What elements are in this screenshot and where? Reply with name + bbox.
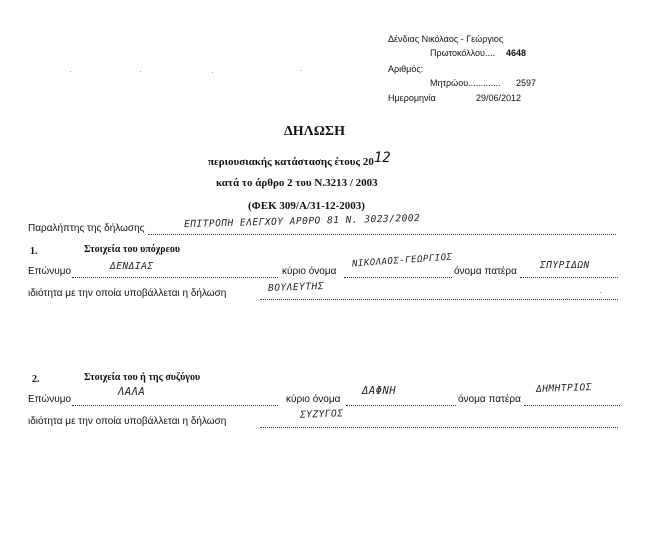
section-1-heading: Στοιχεία του υπόχρεου (84, 244, 181, 255)
section-2-father-label: όνομα πατέρα (458, 394, 521, 405)
header-protocol-number: 4648 (506, 48, 527, 58)
section-1-number: 1. (30, 246, 38, 257)
section-1-capacity-dotted-line (260, 299, 618, 300)
scan-noise (140, 71, 141, 72)
section-2-capacity-label: ιδιότητα με την οποία υποβάλλεται η δήλωση (28, 416, 227, 427)
header-protocol-label: Πρωτοκόλλου.... (430, 48, 495, 58)
section-2-firstname-label: κύριο όνομα (286, 394, 341, 405)
recipient-dotted-line (148, 234, 616, 235)
section-1-capacity-value: ΒΟΥΛΕΥΤΗΣ (267, 281, 325, 294)
section-1-capacity-label: ιδιότητα με την οποία υποβάλλεται η δήλωση (28, 288, 227, 299)
section-2-firstname-value: ΔΑΦΝΗ (362, 385, 397, 397)
title-line-1 (208, 150, 391, 169)
header-registry-number: 2597 (516, 78, 537, 88)
scan-noise (212, 72, 213, 73)
section-1-firstname-dotted-line (344, 277, 452, 278)
header-registry-label: Μητρώου............. (430, 78, 501, 88)
section-2-father-value: ΔΗΜΗΤΡΙΟΣ (535, 382, 593, 395)
section-1-surname-dotted-line (72, 277, 278, 278)
section-1-surname-value: ΔΕΝΔΙΑΣ (110, 261, 154, 272)
scan-noise (70, 71, 71, 72)
title-line-1-text: περιουσιακής κατάστασης έτους 20 (208, 156, 374, 168)
section-1-firstname-value: ΝΙΚΟΛΑΟΣ-ΓΕΩΡΓΙΟΣ (351, 252, 453, 270)
section-2-capacity-value: ΣΥΖΥΓΟΣ (299, 408, 344, 421)
header-name-line: Δένδιας Νικόλαος - Γεώργιος (388, 34, 504, 44)
section-2-surname-label: Επώνυμο (28, 394, 72, 405)
title-line-2: κατά το άρθρο 2 του Ν.3213 / 2003 (216, 177, 378, 189)
scan-noise (300, 70, 301, 71)
header-number-label: Αριθμός: (388, 64, 424, 74)
section-2-firstname-dotted-line (346, 405, 456, 406)
title-line-3: (ΦΕΚ 309/Α/31-12-2003) (248, 200, 365, 212)
document-title: ΔΗΛΩΣΗ (284, 124, 345, 139)
scan-noise (600, 292, 601, 293)
recipient-value: ΕΠΙΤΡΟΠΗ ΕΛΕΓΧΟΥ ΑΡΘΡΟ 81 Ν. 3023/2002 (183, 212, 421, 231)
section-2-heading: Στοιχεία του ή της συζύγου (84, 372, 201, 383)
recipient-label: Παραλήπτης της δήλωσης (28, 223, 145, 234)
section-1-father-value: ΣΠΥΡΙΔΩΝ (540, 260, 590, 271)
title-year-handwritten: 12 (373, 150, 391, 166)
section-2-father-dotted-line (524, 405, 620, 406)
section-2-surname-value: ΛΑΛΑ (118, 386, 146, 398)
header-date-label: Ημερομηνία (388, 93, 436, 103)
section-2-surname-dotted-line (72, 405, 278, 406)
header-date-value: 29/06/2012 (476, 93, 522, 103)
section-1-surname-label: Επώνυμο (28, 266, 72, 277)
section-1-father-dotted-line (520, 277, 618, 278)
section-1-father-label: όνομα πατέρα (454, 266, 517, 277)
section-1-firstname-label: κύριο όνομα (282, 266, 337, 277)
section-2-number: 2. (32, 374, 40, 385)
section-2-capacity-dotted-line (260, 427, 618, 428)
